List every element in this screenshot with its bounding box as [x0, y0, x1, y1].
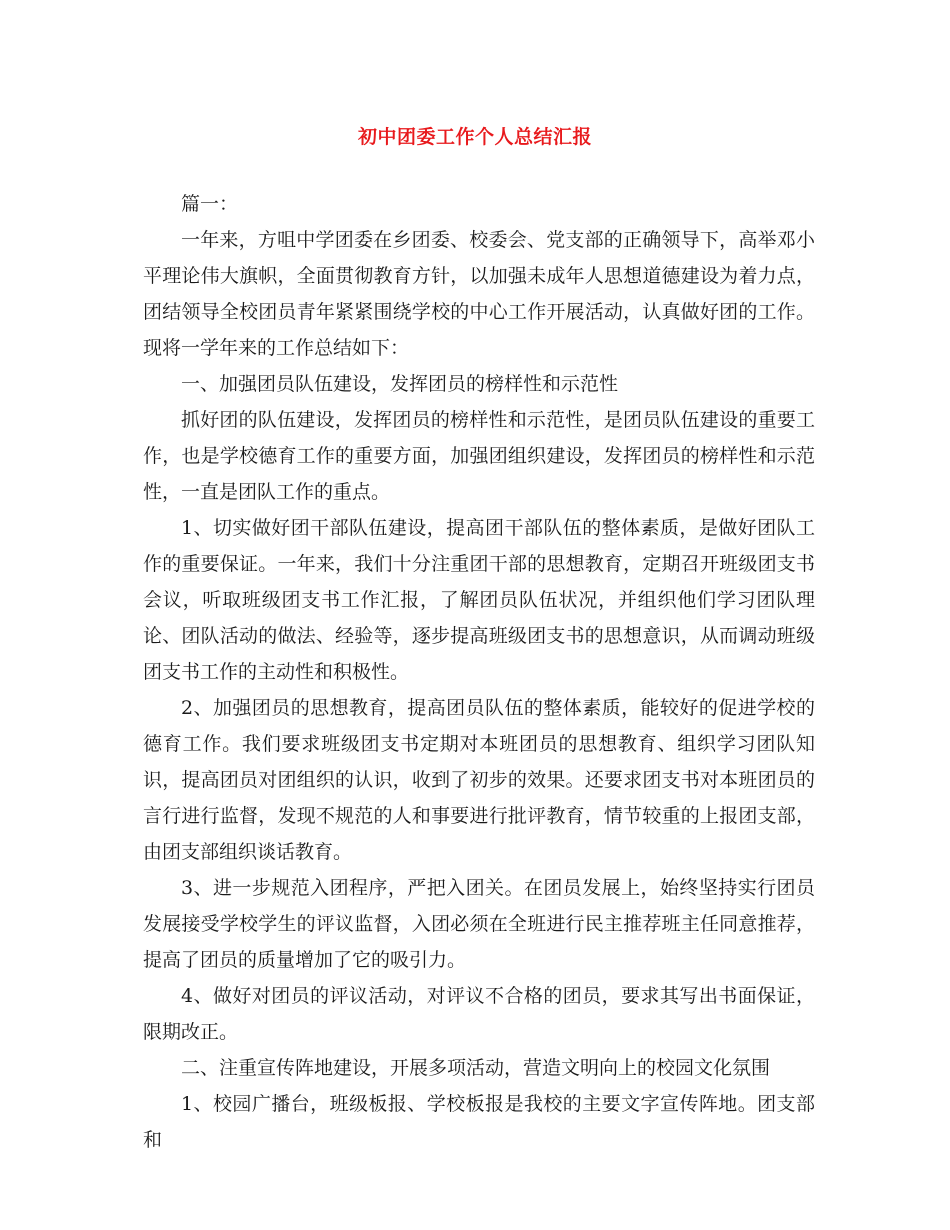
paragraph-section-1-overview: 抓好团的队伍建设，发挥团员的榜样性和示范性，是团员队伍建设的重要工作，也是学校德育工作的重要方面，加强团组织建设，发挥团员的榜样性和示范性，一直是团队工作的重点。	[143, 409, 815, 503]
document-title: 初中团委工作个人总结汇报	[357, 126, 592, 148]
paragraph-item-2: 2、加强团员的思想教育，提高团员队伍的整体素质，能较好的促进学校的德育工作。我们要求班级团支书定期对本班团员的思想教育、组织学习团队知识，提高团员对团组织的认识，收到了初步的效果。还要求团支书对本班团员的言行进行监督，发现不规范的人和事要进行批评教育，情节较重的上报团支部，由团支部组织谈话教育。	[143, 697, 815, 863]
paragraph-section-2-item-1: 1、校园广播台，班级板报、学校板报是我校的主要文字宣传阵地。团支部和	[143, 1093, 815, 1151]
paragraph-item-4: 4、做好对团员的评议活动，对评议不合格的团员，要求其写出书面保证，限期改正。	[143, 985, 815, 1043]
paragraph-item-3: 3、进一步规范入团程序，严把入团关。在团员发展上，始终坚持实行团员发展接受学校学生的评议监督，入团必须在全班进行民主推荐班主任同意推荐，提高了团员的质量增加了它的吸引力。	[143, 877, 815, 971]
paragraph-intro: 一年来，方咀中学团委在乡团委、校委会、党支部的正确领导下，高举邓小平理论伟大旗帜，全面贯彻教育方针，以加强未成年人思想道德建设为着力点，团结领导全校团员青年紧紧围绕学校的中心工作开展活动，认真做好团的工作。现将一学年来的工作总结如下：	[143, 229, 815, 359]
heading-section-2: 二、注重宣传阵地建设，开展多项活动，营造文明向上的校园文化氛围	[181, 1057, 771, 1079]
paragraph-item-1: 1、切实做好团干部队伍建设，提高团干部队伍的整体素质，是做好团队工作的重要保证。一年来，我们十分注重团干部的思想教育，定期召开班级团支书会议，听取班级团支书工作汇报，了解团员队伍状况，并组织他们学习团队理论、团队活动的做法、经验等，逐步提高班级团支书的思想意识，从而调动班级团支书工作的主动性和积极性。	[143, 517, 815, 683]
heading-section-1: 一、加强团员队伍建设，发挥团员的榜样性和示范性	[181, 373, 619, 395]
paragraph-section-label: 篇一：	[181, 193, 239, 215]
document-body	[143, 186, 815, 1158]
